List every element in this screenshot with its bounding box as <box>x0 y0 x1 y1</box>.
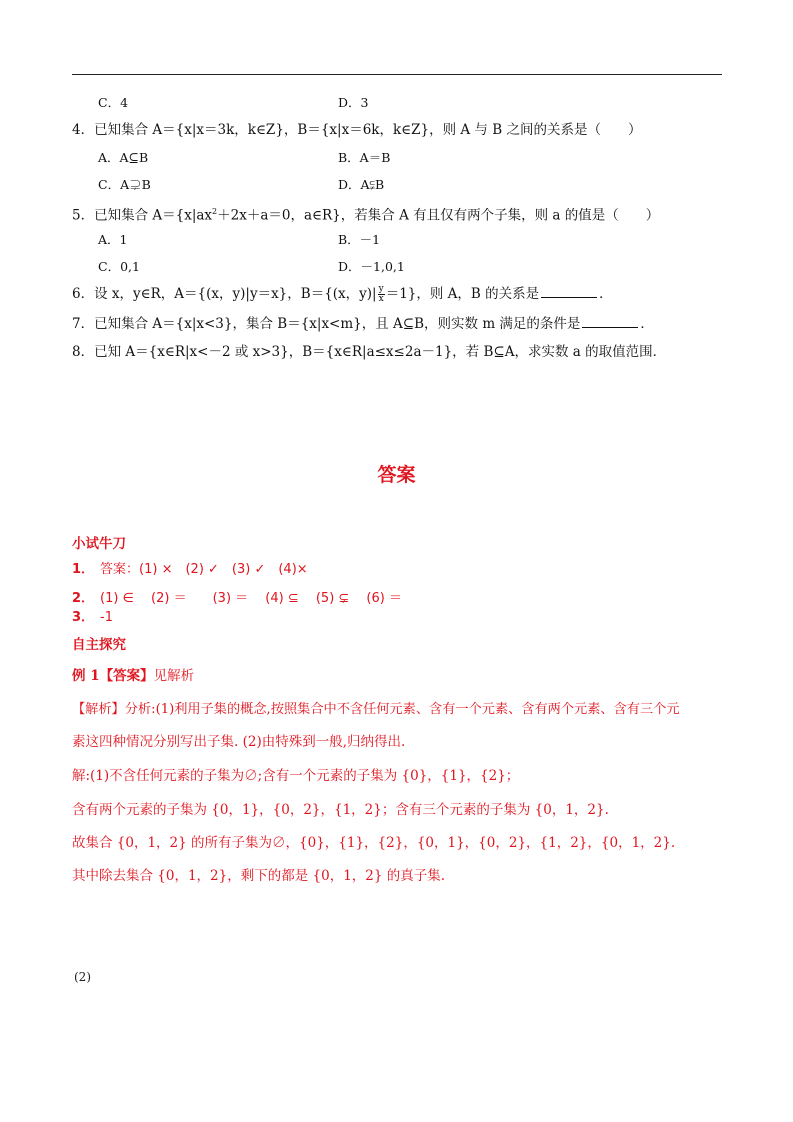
q5-option-c: C．0,1 <box>98 259 140 274</box>
q4-option-d: D．A⫋B <box>338 177 385 192</box>
answer-2-number: 2． <box>72 591 95 606</box>
example-1-solution-line-3: 故集合 {0，1，2} 的所有子集为∅，{0}，{1}，{2}，{0，1}，{0，2}，{1，2}，{0，1，2}. <box>72 835 676 851</box>
q7-stem <box>72 315 654 333</box>
q4-option-a: A．A⊆B <box>98 150 149 165</box>
example-1-solution-line-1: 解:(1)不含任何元素的子集为∅;含有一个元素的子集为 {0}，{1}，{2}； <box>72 768 520 784</box>
q6-frac-numerator: y <box>378 284 384 294</box>
example-1-solution-line-4: 其中除去集合 {0，1，2}，剩下的都是 {0，1，2} 的真子集. <box>72 868 446 884</box>
q5-option-a: A．1 <box>98 232 128 247</box>
q4-stem: 4．已知集合 A＝{x|x＝3k，k∈Z}，B＝{x|x＝6k，k∈Z}，则 A 与 B 之间的关系是（ ） <box>72 122 642 138</box>
q5-stem-pre: 5．已知集合 A＝{x|ax <box>72 207 213 224</box>
q8-stem: 8．已知 A＝{x∈R|x<－2 或 x>3}，B＝{x∈R|a≤x≤2a－1}，若 B⊆A，求实数 a 的取值范围． <box>72 344 667 360</box>
example-1-header <box>72 667 194 685</box>
q4-option-b: B．A＝B <box>338 150 391 165</box>
q7-end: ． <box>640 316 654 332</box>
q5-stem-post: ＋2x＋a＝0，a∈R}，若集合 A 有且仅有两个子集，则 a 的值是（ ） <box>217 207 660 224</box>
header-rule <box>72 74 722 75</box>
q3-option-c: C．4 <box>98 95 129 110</box>
q6-stem <box>72 285 613 304</box>
q6-pre: 6．设 x，y∈R，A＝{(x，y)|y＝x}，B＝{(x，y)| <box>72 286 377 302</box>
answer-1-number: 1． <box>72 562 95 577</box>
answer-3 <box>72 606 113 625</box>
example-1-analysis-line-1: 【解析】分析:(1)利用子集的概念,按照集合中不含任何元素、含有一个元素、含有两个元素、含有三个元 <box>72 702 680 717</box>
q4-option-c: C．A⊋B <box>98 177 151 192</box>
q7-answer-blank[interactable] <box>582 315 638 328</box>
q5-exponent: 2 <box>212 207 218 216</box>
q5-option-b: B．－1 <box>338 232 381 247</box>
q6-fraction <box>378 285 385 304</box>
example-1-label: 例 1【答案】 <box>72 668 154 684</box>
answers-title: 答案 <box>377 464 416 486</box>
q6-post: ＝1}，则 A，B 的关系是 <box>385 286 540 302</box>
answer-3-text: -1 <box>100 610 114 625</box>
example-1-answer: 见解析 <box>153 668 195 684</box>
q6-frac-denominator: x <box>378 294 384 304</box>
section-zizhutanjiu: 自主探究 <box>72 637 126 653</box>
answer-3-number: 3． <box>72 610 95 625</box>
q6-end: ． <box>599 286 613 302</box>
q5-stem <box>72 203 659 225</box>
example-1-analysis-line-2: 素这四种情况分别写出子集. (2)由特殊到一般,归纳得出. <box>72 734 406 750</box>
section-xiaoshiniudao: 小试牛刀 <box>72 536 126 552</box>
q5-option-d: D．－1,0,1 <box>338 259 405 274</box>
q6-answer-blank[interactable] <box>541 285 597 298</box>
part-2-label: (2) <box>74 970 91 984</box>
example-1-solution-line-2: 含有两个元素的子集为 {0，1}，{0，2}，{1，2}；含有三个元素的子集为 {0，1，2}. <box>72 802 609 818</box>
answer-2-text: (1) ∈ (2) ＝ (3) ＝ (4) ⊆ (5) ⊊ (6) ＝ <box>100 591 402 606</box>
answer-2 <box>72 587 402 606</box>
q3-option-d: D．3 <box>338 95 369 110</box>
answer-1-text: 答案：(1) × (2) ✓ (3) ✓ (4)× <box>100 562 308 577</box>
answer-1 <box>72 558 308 577</box>
q7-pre: 7．已知集合 A＝{x|x<3}，集合 B＝{x|x<m}，且 A⊆B，则实数 m 满足的条件是 <box>72 316 581 332</box>
